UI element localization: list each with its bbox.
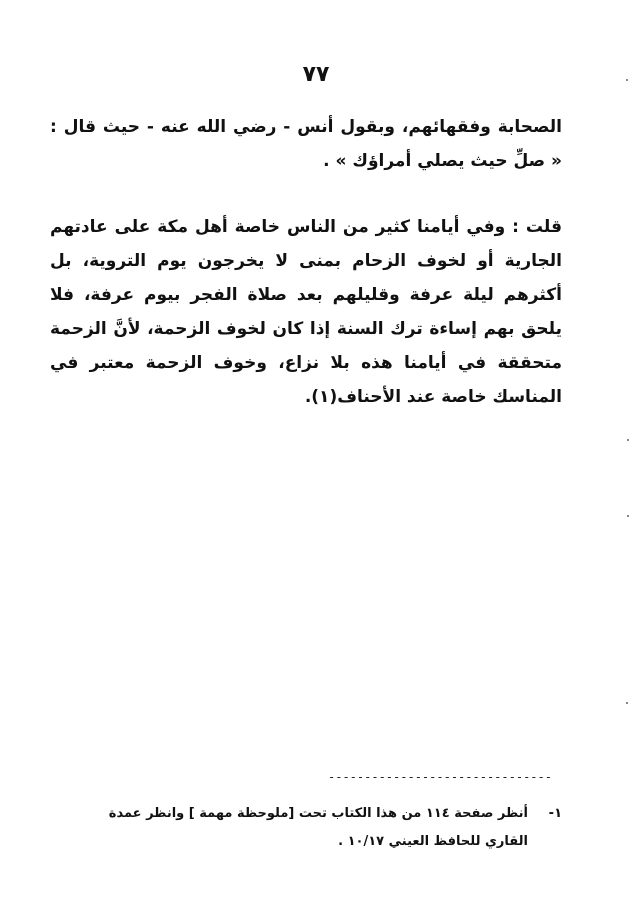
scan-speck: [626, 702, 628, 704]
footnote-text-1: أنظر صفحة ١١٤ من هذا الكتاب تحت [ملوحظة مهمة ] وانظر عمدة: [108, 806, 528, 821]
scan-speck: [627, 439, 629, 441]
page-number: ٧٧: [302, 62, 330, 87]
footnote-number: ١-: [548, 806, 562, 821]
scan-speck: [627, 515, 629, 517]
footnote: [50, 800, 562, 856]
scan-speck: [626, 79, 628, 81]
footnote-line-2: القاري للحافظ العيني ١٠/١٧ .: [338, 834, 528, 849]
paragraph-1: الصحابة وفقهائهم، وبقول أنس - رضي الله عنه - حيث قال : « صلِّ حيث يصلي أمراؤك » .: [50, 117, 562, 171]
paragraph-2: قلت : وفي أيامنا كثير من الناس خاصة أهل مكة على عادتهم الجارية أو لخوف الزحام بمنى لا يخرجون يوم التروية، بل أكثرهم ليلة عرفة وقليلهم بعد صلاة الفجر بيوم عرفة، فلا يلحق بهم إساءة ترك السنة إذا كان لخوف الزحمة، لأنَّ الزحمة متحققة في أيامنا هذه بلا نزاع، وخوف الزحمة معتبر في المناسك خاصة عند الأحناف(١).: [50, 217, 562, 407]
footnote-line-1: [50, 800, 562, 828]
footnote-divider: -------------------------------: [328, 770, 552, 784]
